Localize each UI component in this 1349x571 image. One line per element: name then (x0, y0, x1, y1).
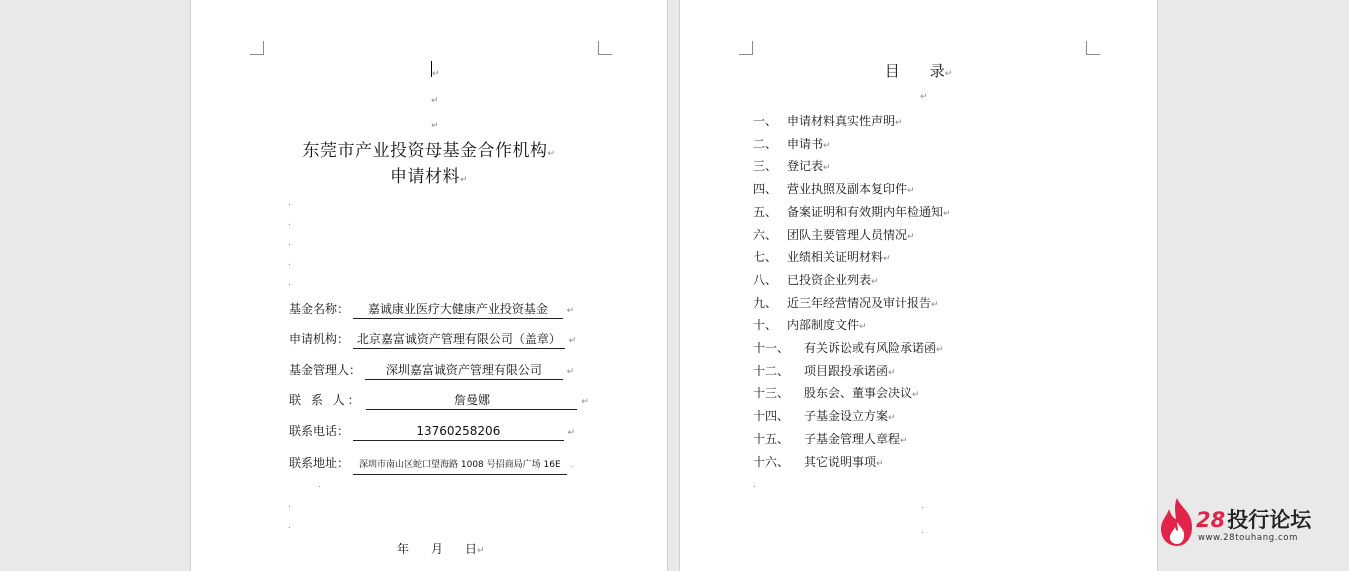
paragraph-mark-icon: ↵ (907, 232, 915, 242)
field-contact-person[interactable]: 联 系 人： 詹曼娜 ↵ (289, 392, 589, 410)
toc-item-number: 二、 (753, 137, 778, 151)
toc-item-text: 已投资企业列表 (787, 273, 872, 287)
margin-corner-top-left (250, 41, 264, 55)
flame-icon (1158, 496, 1196, 548)
paragraph-mark-icon: ↵ (823, 163, 831, 173)
line-break-mark: . (288, 238, 291, 248)
paragraph-mark-icon: ↵ (943, 209, 951, 219)
toc-item (753, 317, 867, 333)
paragraph-mark-icon: ↵ (900, 436, 908, 446)
paragraph-mark-icon: ↵ (547, 149, 556, 159)
paragraph-mark-icon: ↵ (912, 390, 920, 400)
toc-item-text: 团队主要管理人员情况 (787, 228, 908, 242)
paragraph-mark-icon: ↵ (931, 300, 939, 310)
toc-item-number: 一、 (753, 114, 778, 128)
margin-corner-top-left (739, 41, 753, 55)
margin-corner-top-right (598, 41, 612, 55)
toc-item-text: 登记表 (787, 159, 824, 173)
paragraph-mark-icon: ↵ (871, 277, 879, 287)
margin-corner-top-right (1086, 41, 1100, 55)
field-value: 嘉诚康业医疗大健康产业投资基金 (353, 301, 563, 319)
field-label: 联系地址： (289, 456, 350, 470)
paragraph-mark-icon: ↵ (907, 186, 915, 196)
field-phone[interactable]: 联系电话： 13760258206 ↵ (289, 423, 575, 441)
cover-title-line2: 申请材料↵ (389, 167, 469, 187)
toc-item-text: 营业执照及副本复印件 (787, 182, 908, 196)
field-label: 基金管理人： (289, 363, 362, 377)
line-break-mark: . (288, 258, 291, 268)
toc-item (753, 363, 896, 379)
paragraph-mark-icon: ↵ (859, 322, 867, 332)
field-value: 北京嘉富诚资产管理有限公司（盖章） (353, 331, 565, 349)
field-value: 深圳市南山区蛇口望海路 1008 号招商局广场 16E (353, 457, 567, 475)
toc-item-text: 申请书 (787, 137, 824, 151)
watermark-logo (1158, 496, 1328, 548)
toc-item (753, 340, 944, 356)
toc-item-text: 近三年经营情况及审计报告 (787, 296, 932, 310)
toc-item-number: 十三、 (753, 386, 790, 400)
line-break-mark: . (753, 480, 756, 490)
toc-item (753, 249, 891, 265)
toc-item (753, 272, 879, 288)
paragraph-mark-icon: ↵ (895, 118, 903, 128)
toc-item-number: 十五、 (753, 432, 790, 446)
line-break-mark: . (921, 526, 924, 536)
paragraph-mark-icon: ↵ (876, 459, 884, 469)
line-break-mark: . (318, 480, 321, 490)
field-fund-manager[interactable]: 基金管理人： 深圳嘉富诚资产管理有限公司 ↵ (289, 362, 574, 380)
line-break-mark: . (288, 218, 291, 228)
toc-item (753, 113, 903, 129)
document-page-cover[interactable] (190, 0, 668, 571)
toc-item-text: 有关诉讼或有风险承诺函 (804, 341, 937, 355)
toc-item-number: 五、 (753, 205, 778, 219)
toc-item (753, 295, 939, 311)
line-break-mark: . (288, 278, 291, 288)
paragraph-mark-icon: ↵ (920, 92, 928, 102)
toc-item (753, 136, 831, 152)
toc-item-number: 六、 (753, 228, 778, 242)
toc-item-number: 十四、 (753, 409, 790, 423)
toc-item-text: 申请材料真实性声明 (787, 114, 896, 128)
toc-item (753, 454, 884, 470)
field-label: 基金名称： (289, 302, 350, 316)
field-label: 申请机构： (289, 332, 350, 346)
paragraph-mark-icon: ↵ (883, 254, 891, 264)
toc-item (753, 385, 920, 401)
field-fund-name[interactable]: 基金名称： 嘉诚康业医疗大健康产业投资基金 ↵ (289, 301, 574, 319)
toc-item-text: 子基金管理人章程 (804, 432, 901, 446)
toc-item (753, 408, 896, 424)
field-address[interactable]: 联系地址： 深圳市南山区蛇口望海路 1008 号招商局广场 16E . (289, 455, 574, 475)
toc-item-number: 三、 (753, 159, 778, 173)
toc-item-number: 四、 (753, 182, 778, 196)
document-page-toc[interactable] (679, 0, 1158, 571)
toc-item-number: 八、 (753, 273, 778, 287)
paragraph-mark-icon: ↵ (431, 121, 439, 131)
toc-item (753, 204, 951, 220)
line-break-mark: . (921, 501, 924, 511)
toc-item-number: 十六、 (753, 455, 790, 469)
cover-title-line1: 东莞市产业投资母基金合作机构↵ (302, 141, 556, 161)
paragraph-mark-icon: ↵ (823, 141, 831, 151)
toc-item (753, 181, 915, 197)
toc-item-number: 九、 (753, 296, 778, 310)
toc-item (753, 431, 908, 447)
field-value: 13760258206 (353, 423, 564, 441)
field-value: 詹曼娜 (366, 392, 577, 410)
toc-item-text: 项目跟投承诺函 (804, 364, 889, 378)
paragraph-mark-icon: ↵ (888, 368, 896, 378)
toc-item-text: 备案证明和有效期内年检通知 (787, 205, 944, 219)
toc-item-text: 其它说明事项 (804, 455, 877, 469)
signing-date: 年 月 日↵ (397, 542, 485, 556)
toc-item-text: 股东会、董事会决议 (804, 386, 913, 400)
line-break-mark: . (288, 521, 291, 531)
toc-title: 目 录↵ (884, 62, 953, 80)
paragraph-mark-icon: ↵ (459, 175, 469, 185)
toc-item (753, 158, 831, 174)
field-label: 联系电话： (289, 424, 350, 438)
watermark-url: www.28touhang.com (1198, 533, 1298, 543)
toc-item-number: 十二、 (753, 364, 790, 378)
toc-item (753, 227, 915, 243)
toc-item-text: 子基金设立方案 (804, 409, 889, 423)
field-label: 联 系 人： (289, 393, 363, 407)
toc-item-text: 业绩相关证明材料 (787, 250, 884, 264)
watermark-brand: 28投行论坛 (1196, 508, 1312, 532)
paragraph-mark-icon: ↵ (431, 96, 439, 106)
line-break-mark: . (288, 198, 291, 208)
toc-item-number: 十一、 (753, 341, 790, 355)
toc-item-text: 内部制度文件 (787, 318, 860, 332)
line-break-mark: . (288, 500, 291, 510)
field-value: 深圳嘉富诚资产管理有限公司 (365, 362, 563, 380)
paragraph-mark-icon: ↵ (936, 345, 944, 355)
field-applicant[interactable]: 申请机构： 北京嘉富诚资产管理有限公司（盖章） ↵ (289, 331, 576, 349)
paragraph-mark-icon: ↵ (432, 69, 440, 79)
toc-item-number: 十、 (753, 318, 778, 332)
paragraph-mark-icon: ↵ (888, 413, 896, 423)
toc-item-number: 七、 (753, 250, 778, 264)
